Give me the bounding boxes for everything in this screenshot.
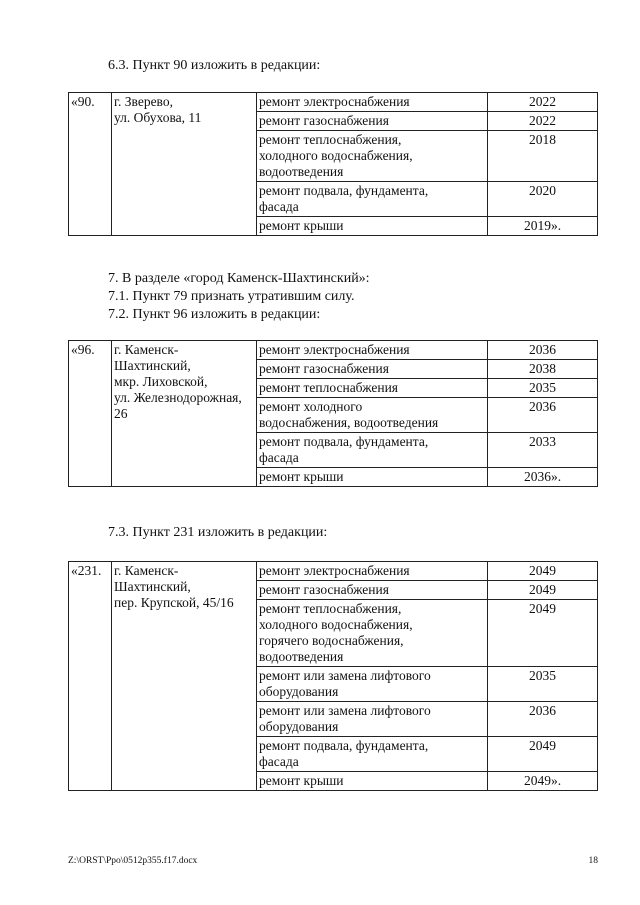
year-cell: 2049 bbox=[488, 600, 598, 667]
work-type-cell bbox=[257, 398, 488, 433]
work-type-cell bbox=[257, 667, 488, 702]
table-row bbox=[69, 341, 598, 360]
table-row bbox=[69, 93, 598, 112]
work-type-line: ремонт крыши bbox=[259, 773, 344, 788]
work-type-line: ремонт подвала, фундамента, bbox=[259, 738, 429, 753]
table-item-231 bbox=[68, 561, 598, 791]
work-type-cell bbox=[257, 600, 488, 667]
paragraph-7-2: 7.2. Пункт 96 изложить в редакции: bbox=[108, 307, 321, 322]
work-type-line: оборудования bbox=[259, 684, 339, 699]
work-type-line: ремонт подвала, фундамента, bbox=[259, 183, 429, 198]
work-type-line: ремонт холодного bbox=[259, 399, 363, 414]
address-line: пер. Крупской, 45/16 bbox=[114, 595, 234, 610]
work-type-line: оборудования bbox=[259, 719, 339, 734]
work-type-line: ремонт электроснабжения bbox=[259, 342, 410, 357]
address-line: мкр. Лиховской, bbox=[114, 374, 208, 389]
work-type-line: ремонт крыши bbox=[259, 469, 344, 484]
work-type-line: фасада bbox=[259, 450, 299, 465]
work-type-line: ремонт подвала, фундамента, bbox=[259, 434, 429, 449]
work-type-line: фасада bbox=[259, 754, 299, 769]
address-line: 26 bbox=[114, 406, 128, 421]
footer-file-path: Z:\ORST\Ppo\0512p355.f17.docx bbox=[68, 856, 198, 866]
work-type-line: фасада bbox=[259, 199, 299, 214]
work-type-cell bbox=[257, 131, 488, 182]
work-type-line: ремонт газоснабжения bbox=[259, 582, 389, 597]
address-cell bbox=[112, 562, 257, 791]
year-cell: 2018 bbox=[488, 131, 598, 182]
address-cell bbox=[112, 93, 257, 236]
work-type-line: ремонт теплоснабжения, bbox=[259, 132, 402, 147]
work-type-cell bbox=[257, 581, 488, 600]
year-cell: 2049». bbox=[488, 772, 598, 791]
work-type-cell bbox=[257, 702, 488, 737]
address-line: г. Каменск- bbox=[114, 563, 179, 578]
work-type-cell bbox=[257, 93, 488, 112]
work-type-line: ремонт теплоснабжения, bbox=[259, 601, 402, 616]
work-type-cell bbox=[257, 379, 488, 398]
year-cell: 2049 bbox=[488, 737, 598, 772]
work-type-line: холодного водоснабжения, bbox=[259, 617, 413, 632]
work-type-cell bbox=[257, 468, 488, 487]
table-item-90 bbox=[68, 92, 598, 236]
year-cell: 2049 bbox=[488, 581, 598, 600]
year-cell: 2020 bbox=[488, 182, 598, 217]
item-number-cell: «90. bbox=[69, 93, 112, 236]
address-line: Шахтинский, bbox=[114, 579, 191, 594]
address-line: г. Каменск- bbox=[114, 342, 179, 357]
work-type-cell bbox=[257, 772, 488, 791]
work-type-cell bbox=[257, 360, 488, 379]
work-type-line: холодного водоснабжения, bbox=[259, 148, 413, 163]
address-line: ул. Обухова, 11 bbox=[114, 110, 202, 125]
paragraph-7-3: 7.3. Пункт 231 изложить в редакции: bbox=[108, 525, 328, 540]
work-type-cell bbox=[257, 341, 488, 360]
year-cell: 2036». bbox=[488, 468, 598, 487]
work-type-line: ремонт газоснабжения bbox=[259, 113, 389, 128]
year-cell: 2033 bbox=[488, 433, 598, 468]
year-cell: 2035 bbox=[488, 379, 598, 398]
address-line: ул. Железнодорожная, bbox=[114, 390, 242, 405]
work-type-cell bbox=[257, 182, 488, 217]
work-type-cell bbox=[257, 217, 488, 236]
work-type-line: ремонт теплоснабжения bbox=[259, 380, 399, 395]
table-item-96 bbox=[68, 340, 598, 487]
address-cell bbox=[112, 341, 257, 487]
paragraph-6-3: 6.3. Пункт 90 изложить в редакции: bbox=[108, 58, 321, 73]
paragraph-7-1: 7.1. Пункт 79 признать утратившим силу. bbox=[108, 289, 355, 304]
item-number-cell: «231. bbox=[69, 562, 112, 791]
work-type-line: ремонт электроснабжения bbox=[259, 94, 410, 109]
year-cell: 2019». bbox=[488, 217, 598, 236]
year-cell: 2036 bbox=[488, 702, 598, 737]
address-line: г. Зверево, bbox=[114, 94, 173, 109]
footer-page-number: 18 bbox=[588, 856, 598, 866]
year-cell: 2049 bbox=[488, 562, 598, 581]
work-type-line: ремонт или замена лифтового bbox=[259, 703, 431, 718]
work-type-cell bbox=[257, 737, 488, 772]
table-row bbox=[69, 562, 598, 581]
work-type-line: ремонт электроснабжения bbox=[259, 563, 410, 578]
address-line: Шахтинский, bbox=[114, 358, 191, 373]
work-type-line: горячего водоснабжения, bbox=[259, 633, 404, 648]
work-type-line: водоотведения bbox=[259, 649, 344, 664]
paragraph-7: 7. В разделе «город Каменск-Шахтинский»: bbox=[108, 271, 370, 286]
year-cell: 2022 bbox=[488, 112, 598, 131]
work-type-cell bbox=[257, 433, 488, 468]
year-cell: 2036 bbox=[488, 341, 598, 360]
work-type-cell bbox=[257, 112, 488, 131]
work-type-line: ремонт крыши bbox=[259, 218, 344, 233]
year-cell: 2038 bbox=[488, 360, 598, 379]
work-type-line: водоотведения bbox=[259, 164, 344, 179]
work-type-line: водоснабжения, водоотведения bbox=[259, 415, 439, 430]
year-cell: 2035 bbox=[488, 667, 598, 702]
work-type-line: ремонт или замена лифтового bbox=[259, 668, 431, 683]
item-number-cell: «96. bbox=[69, 341, 112, 487]
year-cell: 2036 bbox=[488, 398, 598, 433]
work-type-cell bbox=[257, 562, 488, 581]
work-type-line: ремонт газоснабжения bbox=[259, 361, 389, 376]
year-cell: 2022 bbox=[488, 93, 598, 112]
